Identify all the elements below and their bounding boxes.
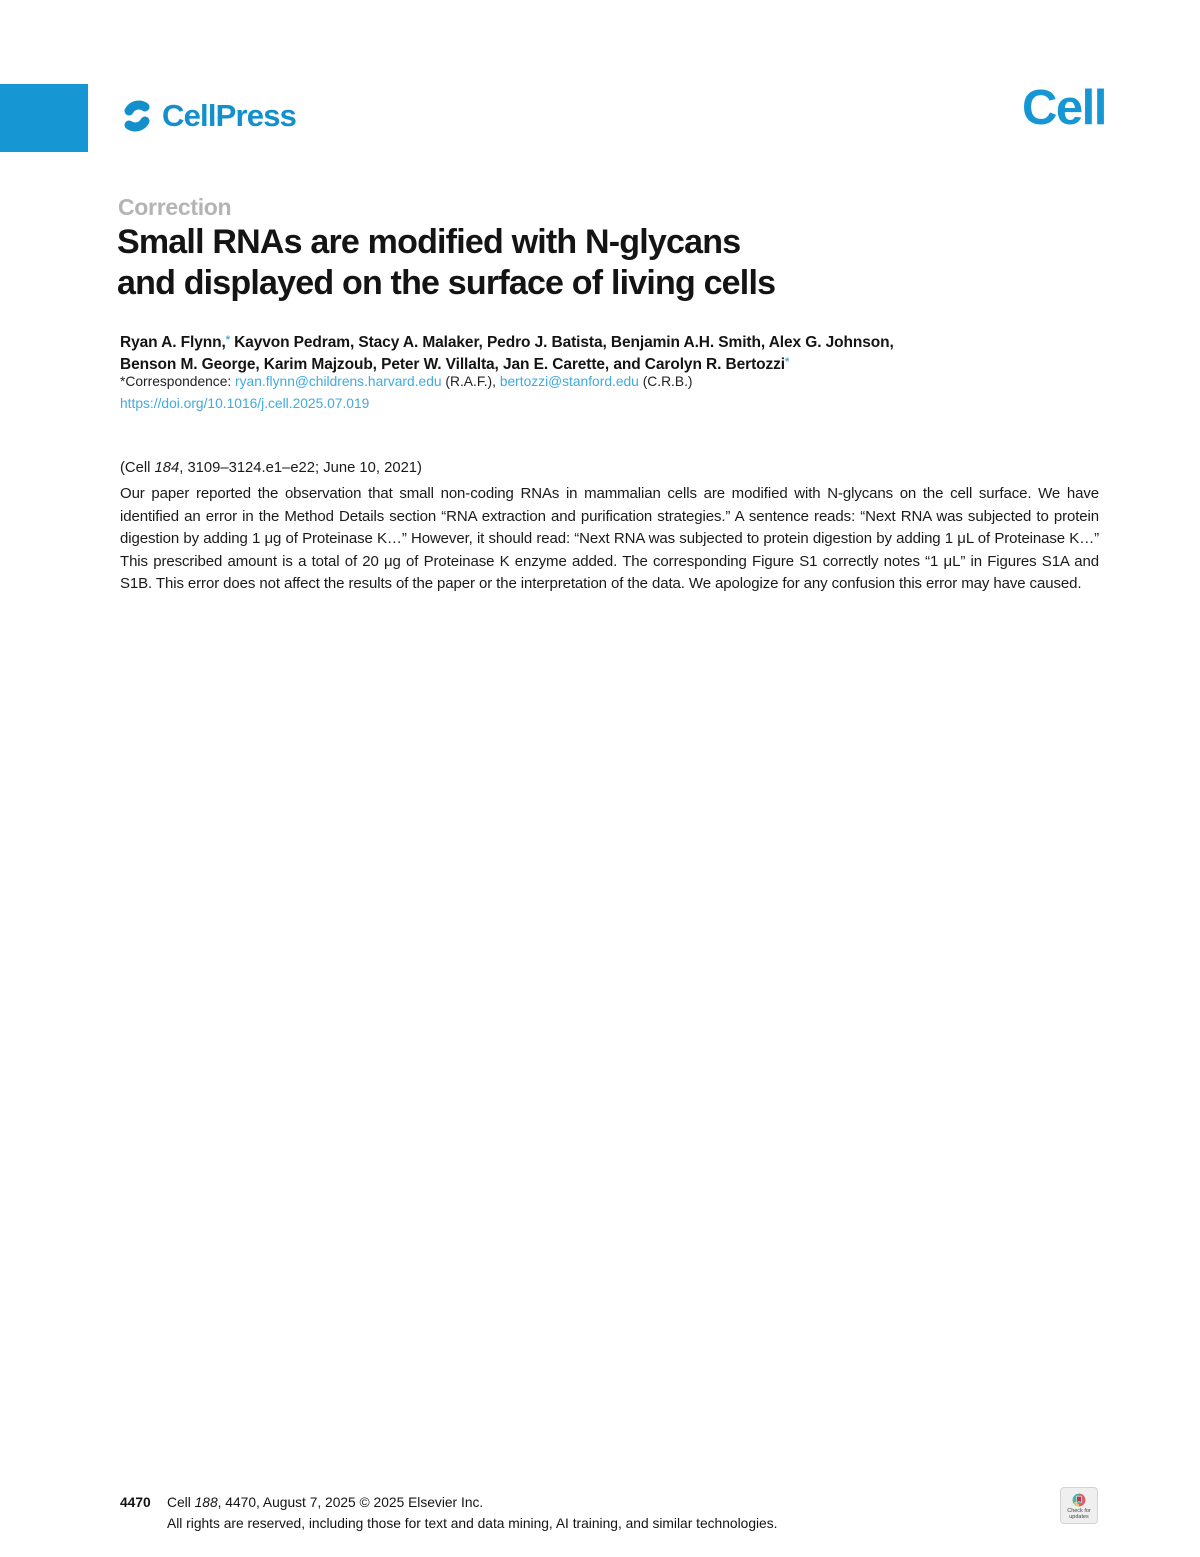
author-line-1 xyxy=(120,331,894,353)
correspondence-initials-1: (R.A.F.), xyxy=(441,374,500,389)
badge-label-line2: updates xyxy=(1069,1514,1089,1520)
article-title-line2: and displayed on the surface of living cells xyxy=(117,264,776,302)
author-name: Ryan A. Flynn, xyxy=(120,334,226,351)
correspondence-label: *Correspondence: xyxy=(120,374,236,389)
citation-journal: (Cell xyxy=(120,460,155,476)
footer-citation-journal: Cell xyxy=(167,1495,195,1510)
footer-citation xyxy=(167,1495,483,1510)
doi-line xyxy=(120,393,693,415)
correction-body: Our paper reported the observation that small non-coding RNAs in mammalian cells are modified with N-glycans on the cell surface. We have identified an error in the Method Details section “RNA extraction and purification strategies.” A sentence reads: “Next RNA was subjected to protein digestion by adding 1 μg of Proteinase K…” However, it should read: “Next RNA was subjected to protein digestion by adding 1 μL of Proteinase K…” This prescribed amount is a total of 20 μg of Proteinase K enzyme added. The corresponding Figure S1 correctly notes “1 μL” in Figures S1A and S1B. This error does not affect the results of the paper or the interpretation of the data. We apologize for any confusion this error may have caused. xyxy=(120,485,1099,593)
correspondence-initials-2: (C.R.B.) xyxy=(638,374,693,389)
correspondence-block xyxy=(120,371,693,415)
author-names: Kayvon Pedram, Stacy A. Malaker, Pedro J. Batista, Benjamin A.H. Smith, Alex G. Johnson, xyxy=(229,334,894,351)
cell-journal-logo: Cell xyxy=(1022,81,1106,135)
footer-citation-volume: 188 xyxy=(194,1495,218,1510)
article-title-line1: Small RNAs are modified with N-glycans xyxy=(117,223,741,261)
page-number: 4470 xyxy=(120,1495,151,1510)
citation-details: , 3109–3124.e1–e22; June 10, 2021) xyxy=(179,460,422,476)
cellpress-icon xyxy=(119,99,155,133)
check-for-updates-badge[interactable] xyxy=(1060,1487,1098,1524)
citation-volume: 184 xyxy=(154,460,180,476)
cellpress-logo-text: CellPress xyxy=(162,98,297,133)
article-title xyxy=(117,222,775,304)
original-article-citation xyxy=(120,460,422,476)
correspondence-asterisk: * xyxy=(785,355,790,368)
brand-color-bar xyxy=(0,84,88,152)
badge-label-line1: Check for xyxy=(1067,1508,1091,1514)
badge-label xyxy=(1067,1508,1091,1520)
footer-citation-details: , 4470, August 7, 2025 © 2025 Elsevier Inc. xyxy=(217,1495,484,1510)
cellpress-logo xyxy=(119,98,296,134)
footer-rights-text: All rights are reserved, including those for text and data mining, AI training, and similar technologies. xyxy=(167,1516,778,1531)
email-link-bertozzi[interactable]: bertozzi@stanford.edu xyxy=(499,374,639,389)
correspondence-asterisk: * xyxy=(225,334,230,346)
author-names: Benson M. George, Karim Majzoub, Peter W. Villalta, Jan E. Carette, and Carolyn R. Bertozzi xyxy=(120,355,786,373)
section-label: Correction xyxy=(118,194,232,220)
crossmark-icon xyxy=(1072,1493,1086,1507)
correspondence-line xyxy=(120,371,693,393)
doi-link[interactable]: https://doi.org/10.1016/j.cell.2025.07.019 xyxy=(120,396,370,411)
author-list xyxy=(120,331,894,374)
email-link-flynn[interactable]: ryan.flynn@childrens.harvard.edu xyxy=(235,374,442,389)
